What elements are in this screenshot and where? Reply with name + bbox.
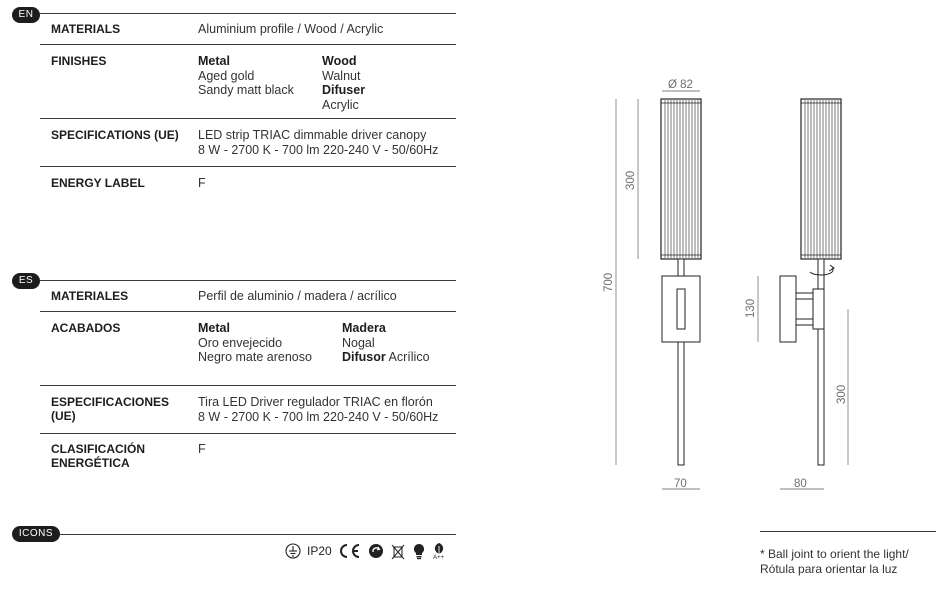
front-canopy <box>662 276 700 342</box>
led-bulb-icon <box>412 543 426 560</box>
dim-lower-height: 300 <box>836 384 848 404</box>
materials-label: MATERIALS <box>51 22 121 36</box>
note-line-2: Rótula para orientar la luz <box>760 562 898 576</box>
acabados-diffuser-1: Acrílico <box>388 350 430 364</box>
especificaciones-label-2: (UE) <box>51 409 76 423</box>
front-view <box>603 79 701 490</box>
note-line-1: * Ball joint to orient the light/ <box>760 547 909 561</box>
certification-icons <box>285 541 446 561</box>
divider <box>40 433 456 434</box>
divider <box>40 385 456 386</box>
ce-mark-icon <box>338 543 362 559</box>
clasificacion-label-1: CLASIFICACIÓN <box>51 442 145 456</box>
energy-class-label: A++ <box>433 554 445 561</box>
specifications-value <box>198 128 438 157</box>
finishes-metal-head: Metal <box>198 54 230 68</box>
icons-header-rule <box>60 534 456 535</box>
weee-bin-icon <box>390 543 406 560</box>
energy-value: F <box>198 176 206 190</box>
front-shade <box>661 99 701 259</box>
finishes-diffuser-head: Difuser <box>322 83 366 97</box>
finishes-wood <box>322 54 365 112</box>
acabados-wood-head: Madera <box>342 321 386 335</box>
divider <box>40 311 456 312</box>
acabados-metal <box>198 321 312 365</box>
side-wall-plate <box>780 276 796 342</box>
energy-label: ENERGY LABEL <box>51 176 145 190</box>
acabados-wood <box>342 321 430 365</box>
materiales-label: MATERIALES <box>51 289 129 303</box>
clasificacion-label <box>51 442 145 470</box>
dim-canopy-height: 130 <box>745 298 757 318</box>
dim-side-depth: 80 <box>794 478 807 490</box>
acabados-diffuser-head: Difusor <box>342 350 386 364</box>
rotation-arrow-icon <box>810 268 833 275</box>
especificaciones-value <box>198 395 438 424</box>
side-view <box>745 99 848 490</box>
divider <box>40 118 456 119</box>
en-pill: EN <box>12 7 40 23</box>
dim-shade-height: 300 <box>625 170 637 190</box>
acabados-wood-1: Nogal <box>342 335 375 350</box>
en-header-rule <box>40 13 456 14</box>
finishes-metal-2: Sandy matt black <box>198 83 294 97</box>
clasificacion-value: F <box>198 442 206 456</box>
ground-class-icon <box>285 543 301 559</box>
acabados-metal-1: Oro envejecido <box>198 335 283 350</box>
divider <box>40 44 456 45</box>
finishes-label: FINISHES <box>51 54 107 68</box>
es-spec-line-2: 8 W - 2700 K - 700 lm 220-240 V - 50/60Hz <box>198 409 439 424</box>
ip-rating: IP20 <box>307 544 332 558</box>
finishes-diffuser-1: Acrylic <box>322 97 359 112</box>
materials-value: Aluminium profile / Wood / Acrylic <box>198 22 384 36</box>
finishes-metal-1: Aged gold <box>198 68 255 83</box>
dim-front-width: 70 <box>674 478 687 490</box>
es-pill: ES <box>12 273 40 289</box>
acabados-label: ACABADOS <box>51 321 121 335</box>
especificaciones-label <box>51 395 169 423</box>
es-spec-line-1: Tira LED Driver regulador TRIAC en florón <box>198 395 433 409</box>
side-shade <box>801 99 841 259</box>
dim-diameter: Ø 82 <box>668 79 693 91</box>
especificaciones-label-1: ESPECIFICACIONES <box>51 395 170 409</box>
divider <box>40 166 456 167</box>
specifications-label: SPECIFICATIONS (UE) <box>51 128 179 142</box>
spec-line-2: 8 W - 2700 K - 700 lm 220-240 V - 50/60Hz <box>198 142 439 157</box>
acabados-metal-2: Negro mate arenoso <box>198 350 312 364</box>
materiales-value: Perfil de aluminio / madera / acrílico <box>198 289 397 303</box>
finishes-metal <box>198 54 294 98</box>
recycling-icon <box>368 543 384 559</box>
clasificacion-label-2: ENERGÉTICA <box>51 456 130 470</box>
energy-leaf-icon <box>432 542 446 561</box>
spec-line-1: LED strip TRIAC dimmable driver canopy <box>198 128 427 142</box>
ball-joint-note <box>760 547 909 577</box>
note-rule <box>760 531 936 532</box>
es-header-rule <box>40 280 456 281</box>
icons-pill: ICONS <box>12 526 60 542</box>
dim-total-height: 700 <box>603 272 615 292</box>
acabados-metal-head: Metal <box>198 321 230 335</box>
finishes-wood-1: Walnut <box>322 68 361 83</box>
finishes-wood-head: Wood <box>322 54 357 68</box>
